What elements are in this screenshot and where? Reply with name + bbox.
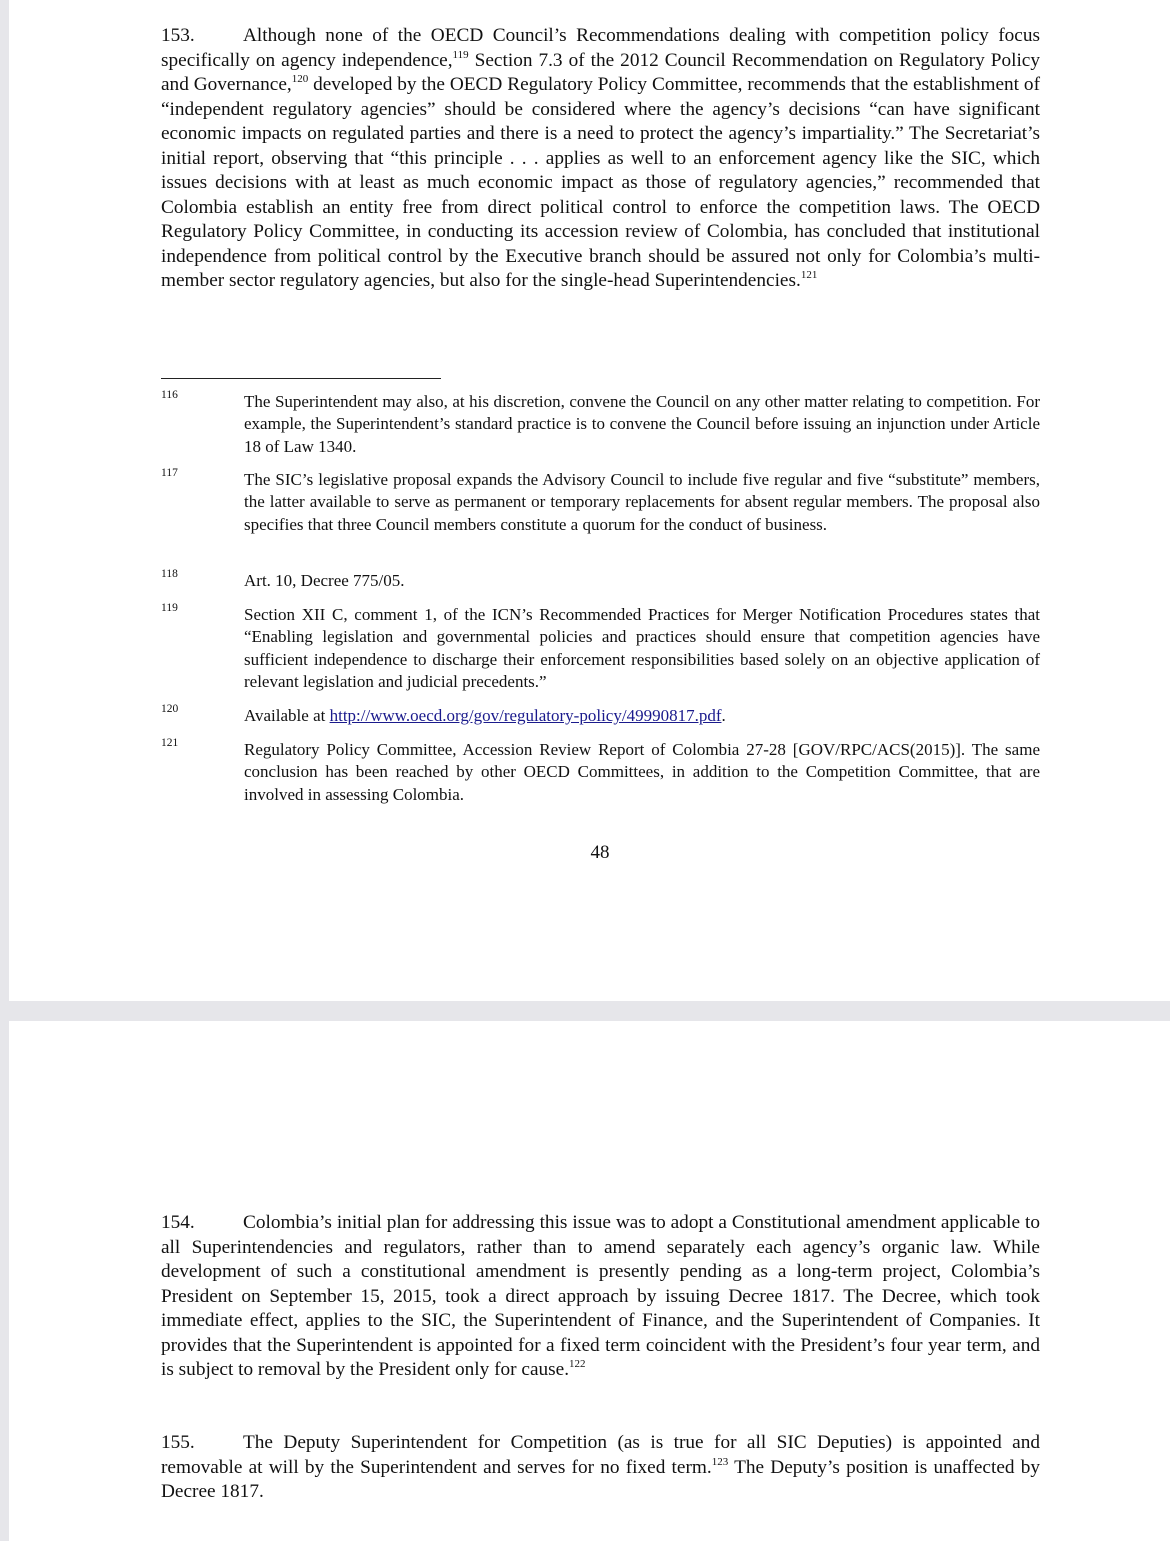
paragraph-text: Although none of the OECD Council’s Recommendations dealing with competition policy focus specifically on agency independence, [161,25,1040,71]
footnote-text: The Superintendent may also, at his discretion, convene the Council on any other matter relating to competition. For example, the Superintendent’s standard practice is to convene the Council before issuing an injunction under Article 18 of Law 1340. [244,392,1040,456]
document-page-48 [9,0,1170,1001]
footnote-ref[interactable]: 120 [291,73,309,85]
footnote-ref[interactable]: 123 [711,1455,729,1468]
footnote-text: The SIC’s legislative proposal expands the Advisory Council to include five regular and five “substitute” members, the latter available to serve as permanent or temporary replacements for absent regular members. The proposal also specifies that three Council members constitute a quorum for the conduct of business. [244,470,1040,534]
paragraph-text: developed by the OECD Regulatory Policy Committee, recommends that the establishment of “independent regulatory agencies” should be considered where the agency’s decisions “can have significant economic impacts on regulated parties and there is a need to protect the agency’s impartiality.” The Secretariat’s initial report, observing that “this principle . . . applies as well to an enforcement agency like the SIC, which issues decisions with at least as much economic impact as those of regulatory agencies,” recommended that Colombia establish an entity free from direct political control to enforce the competition laws. The OECD Regulatory Policy Committee, in conducting its accession review of Colombia, has concluded that institutional independence from political control by the Executive branch should be assured not only for Colombia’s multi-member sector regulatory agencies, but also for the single-head Superintendencies. [161,74,1040,291]
footnote-text: Section XII C, comment 1, of the ICN’s Recommended Practices for Merger Notification Procedures states that “Enabling legislation and governmental policies and practices should ensure that competition agencies have sufficient independence to discharge their enforcement responsibilities based solely on an objective application of relevant legislation and judicial precedents.” [244,605,1040,691]
paragraph-number: 153. [161,25,195,46]
paragraph-text: Colombia’s initial plan for addressing this issue was to adopt a Constitutional amendment applicable to all Superintendencies and regulators, rather than to amend separately each agency’s organic law. While development of such a constitutional amendment is presently pending as a long-term project, Colombia’s President on September 15, 2015, took a direct approach by issuing Decree 1817. The Decree, which took immediate effect, applies to the SIC, the Superintendent of Finance, and the Superintendent of Companies. It provides that the Superintendent is appointed for a fixed term coincident with the President’s four year term, and is subject to removal by the President only for cause. [161,1212,1040,1380]
footnote-ref[interactable]: 119 [452,48,469,61]
paragraph-154 [161,1211,1040,1383]
footnote-number: 119 [161,602,178,614]
paragraph-153 [161,24,1040,294]
footnote-121 [161,739,1040,806]
footnote-text [244,705,1040,727]
footnote-text: Regulatory Policy Committee, Accession Review Report of Colombia 27-28 [GOV/RPC/ACS(2015)]. The same conclusion has been reached by other OECD Committees, in addition to the Competition Committee, that are involved in assessing Colombia. [244,740,1040,804]
footnote-suffix: . [721,706,726,725]
footnote-number: 117 [161,467,178,479]
footnote-ref[interactable]: 121 [800,269,818,281]
paragraph-text: Section 7.3 of the 2012 Council Recommendation on Regulatory Policy and Governance, [161,49,1041,95]
footnote-118 [161,570,1040,592]
paragraph-text: The Deputy’s position is unaffected by Decree 1817. [161,1456,1041,1502]
footnote-text: Art. 10, Decree 775/05. [244,571,405,590]
footnote-120 [161,705,1040,727]
footnote-ref[interactable]: 122 [569,1358,586,1370]
footnote-number: 120 [161,703,179,715]
oecd-link[interactable]: http://www.oecd.org/gov/regulatory-policy/49990817.pdf [329,706,722,725]
page-number: 48 [590,842,610,863]
footnote-number: 121 [161,737,179,749]
paragraph-text: The Deputy Superintendent for Competition (as is true for all SIC Deputies) is appointed and removable at will by the Superintendent and serves for no fixed term. [161,1432,1040,1478]
document-page-49 [9,1021,1170,1541]
paragraph-number: 154. [161,1212,195,1233]
footnote-number: 118 [161,568,178,580]
footnote-116 [161,391,1040,458]
footnote-separator [161,378,441,379]
footnote-119 [161,604,1040,693]
footnote-prefix: Available at [244,706,330,725]
paragraph-number: 155. [161,1432,195,1453]
footnote-number: 116 [161,389,178,401]
paragraph-155 [161,1431,1040,1505]
footnote-117 [161,469,1040,536]
